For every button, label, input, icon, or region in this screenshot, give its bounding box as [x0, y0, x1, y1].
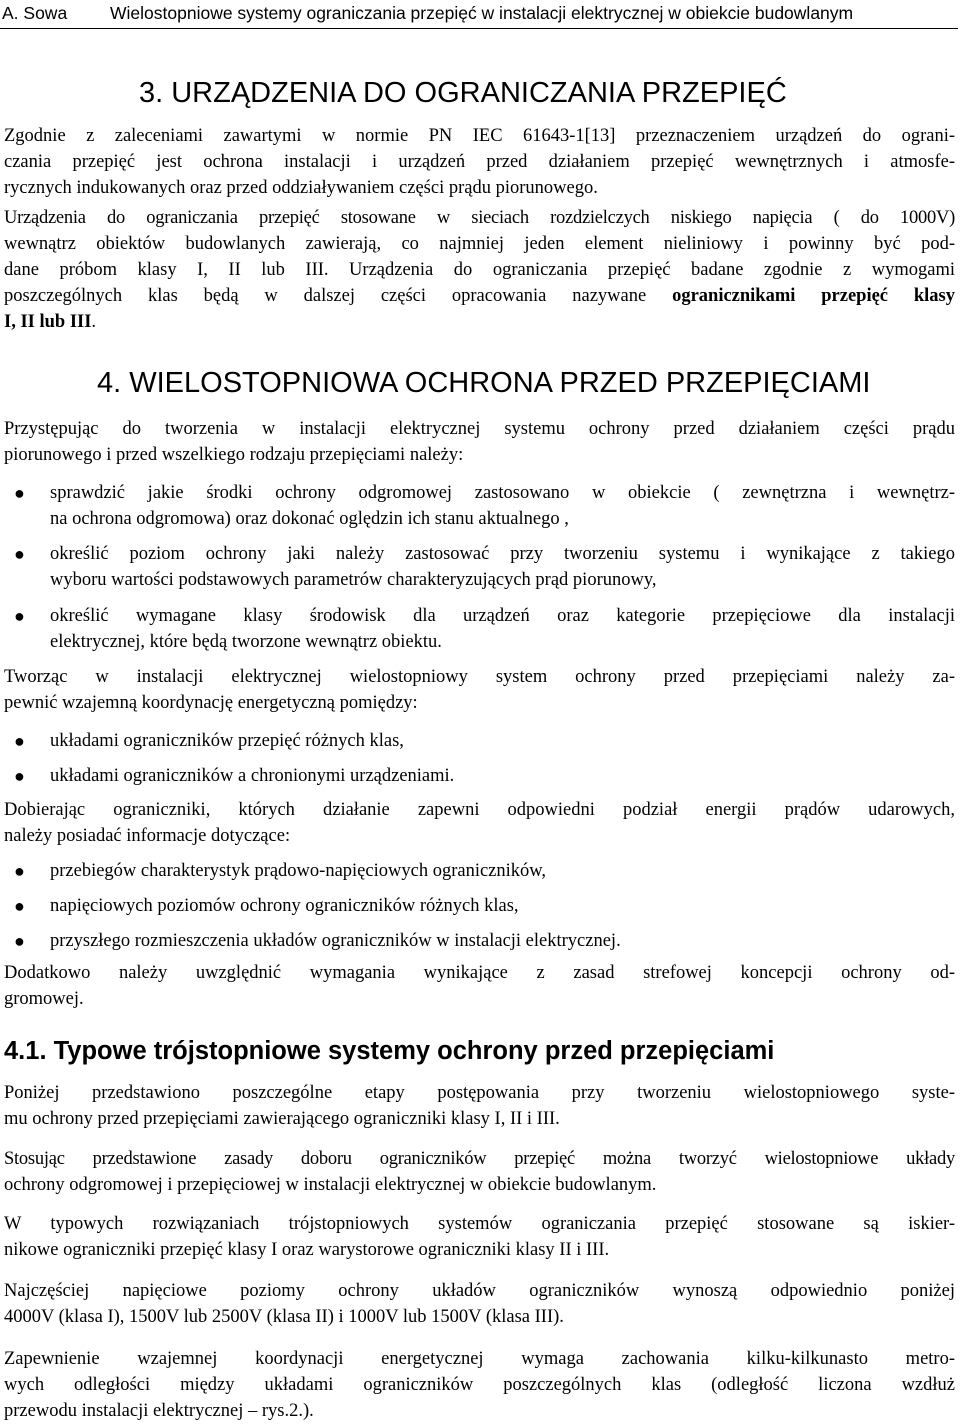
text-line: wyboru wartości podstawowych parametrów charakteryzujących prąd piorunowy, [50, 570, 657, 590]
text-line: określić wymagane klasy środowisk dla urządzeń oraz kategorie przepięciowe dla instalacji [50, 606, 955, 626]
text-line: czania przepięć jest ochrona instalacji i urządzeń przed działaniem przepięć wewnętrznych i atmosfe- [4, 152, 955, 172]
text-line: Dobierając ograniczniki, których działanie zapewni odpowiedni podział energii prądów udarowych, [4, 800, 955, 820]
section-4-1-paragraph-2 [4, 1146, 955, 1198]
text-line: ochrony odgromowej i przepięciowej w instalacji elektrycznej w obiekcie budowlanym. [4, 1175, 657, 1195]
bullet-icon: ● [14, 606, 25, 626]
text-line: wych odległości między układami ograniczników poszczególnych klas (odległość liczona wzdłuż [4, 1375, 955, 1395]
running-header [0, 0, 960, 36]
section-4-selection-paragraph [4, 797, 955, 849]
section-4-heading: 4. WIELOSTOPNIOWA OCHRONA PRZED PRZEPIĘCIAMI [97, 367, 871, 399]
text-run: . [91, 312, 97, 332]
section-4-1-paragraph-1 [4, 1080, 955, 1132]
bullet-icon: ● [14, 731, 25, 751]
text-line: przebiegów charakterystyk prądowo-napięciowych ograniczników, [50, 861, 547, 881]
text-line: przewodu instalacji elektrycznej – rys.2.). [4, 1401, 314, 1421]
text-line: mu ochrony przed przepięciami zawierającego ograniczniki klasy I, II i III. [4, 1109, 560, 1129]
bold-term: ogranicznikami przepięć klasy [672, 286, 955, 306]
text-line: układami ograniczników przepięć różnych klas, [50, 731, 404, 751]
text-line: sprawdzić jakie środki ochrony odgromowej zastosowano w obiekcie ( zewnętrzna i wewnętrz- [50, 483, 955, 503]
text-line: pewnić wzajemną koordynację energetyczną pomiędzy: [4, 693, 418, 713]
text-line: dane próbom klasy I, II lub III. Urządzenia do ograniczania przepięć badane zgodnie z wymogami [4, 260, 955, 280]
header-title: Wielostopniowe systemy ograniczania przepięć w instalacji elektrycznej w obiekcie budowlanym [110, 3, 854, 23]
text-line: Zapewnienie wzajemnej koordynacji energetycznej wymaga zachowania kilku-kilkunasto metro- [4, 1349, 955, 1369]
header-rule [0, 28, 958, 29]
section-3-paragraph-1 [4, 123, 955, 201]
section-4-coordination-paragraph [4, 664, 955, 716]
text-line: wewnątrz obiektów budowlanych zawierają, co najmniej jeden element nieliniowy i powinny być pod- [4, 234, 955, 254]
bold-term: I, II lub III [4, 312, 92, 332]
text-line: Przystępując do tworzenia w instalacji elektrycznej systemu ochrony przed działaniem części prądu [4, 419, 955, 439]
bullet-icon: ● [14, 544, 25, 564]
text-line: Stosując przedstawione zasady doboru ograniczników przepięć można tworzyć wielostopniowe układy [4, 1149, 955, 1169]
section-4-intro [4, 416, 955, 468]
bullet-icon: ● [14, 766, 25, 786]
text-line: określić poziom ochrony jaki należy zastosować przy tworzeniu systemu i wynikające z takiego [50, 544, 955, 564]
bullet-icon: ● [14, 483, 25, 503]
bullet-icon: ● [14, 861, 25, 881]
section-3-paragraph-2 [4, 205, 955, 335]
text-line: elektrycznej, które będą tworzone wewnątrz obiektu. [50, 632, 442, 652]
text-line: napięciowych poziomów ochrony ograniczników różnych klas, [50, 896, 519, 916]
text-line: Najczęściej napięciowe poziomy ochrony układów ograniczników wynoszą odpowiednio poniżej [4, 1281, 955, 1301]
text-line: gromowej. [4, 989, 84, 1009]
bullet-icon: ● [14, 896, 25, 916]
bullet-icon: ● [14, 931, 25, 951]
section-4-1-paragraph-3 [4, 1211, 955, 1263]
section-4-1-paragraph-4 [4, 1278, 955, 1330]
text-line: Dodatkowo należy uwzględnić wymagania wynikające z zasad strefowej koncepcji ochrony od- [4, 963, 955, 983]
text-line: przyszłego rozmieszczenia układów ograniczników w instalacji elektrycznej. [50, 931, 621, 951]
text-run: poszczególnych klas będą w dalszej części opracowania nazywane [4, 286, 673, 306]
text-line: Poniżej przedstawiono poszczególne etapy postępowania przy tworzeniu wielostopniowego syste- [4, 1083, 955, 1103]
text-line: należy posiadać informacje dotyczące: [4, 826, 291, 846]
text-line: piorunowego i przed wszelkiego rodzaju przepięciami należy: [4, 445, 464, 465]
section-3-heading: 3. URZĄDZENIA DO OGRANICZANIA PRZEPIĘĆ [139, 77, 787, 109]
text-line: Zgodnie z zaleceniami zawartymi w normie PN IEC 61643-1[13] przeznaczeniem urządzeń do ograni- [4, 126, 955, 146]
text-line: 4000V (klasa I), 1500V lub 2500V (klasa II) i 1000V lub 1500V (klasa III). [4, 1307, 564, 1327]
header-author: A. Sowa [2, 3, 68, 23]
text-line [4, 309, 955, 335]
text-line: Tworząc w instalacji elektrycznej wielostopniowy system ochrony przed przepięciami należy za- [4, 667, 955, 687]
section-4-closing-paragraph [4, 960, 955, 1012]
text-line: Urządzenia do ograniczania przepięć stosowane w sieciach rozdzielczych niskiego napięcia ( do 1000V) [4, 208, 955, 228]
text-line: na ochrona odgromowa) oraz dokonać oględzin ich stanu aktualnego , [50, 509, 569, 529]
text-line: rycznych indukowanych oraz przed oddziaływaniem części prądu piorunowego. [4, 178, 598, 198]
text-line: W typowych rozwiązaniach trójstopniowych systemów ograniczania przepięć stosowane są iskier- [4, 1214, 955, 1234]
text-line: nikowe ograniczniki przepięć klasy I oraz warystorowe ograniczniki klasy II i III. [4, 1240, 610, 1260]
text-line [4, 283, 955, 309]
section-4-1-paragraph-5 [4, 1346, 955, 1424]
text-line: układami ograniczników a chronionymi urządzeniami. [50, 766, 455, 786]
section-4-1-heading: 4.1. Typowe trójstopniowe systemy ochrony przed przepięciami [4, 1037, 775, 1065]
